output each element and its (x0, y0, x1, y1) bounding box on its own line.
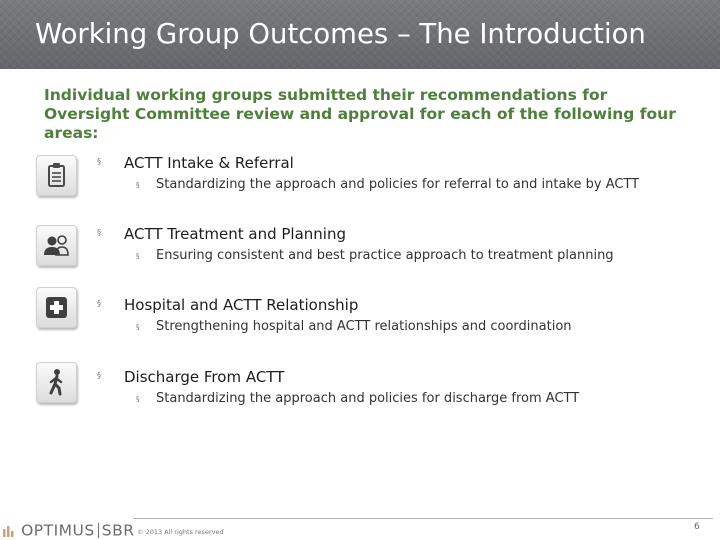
slide-header (0, 0, 720, 69)
people-icon (36, 225, 77, 266)
sub-bullet: § (136, 181, 140, 189)
footer-divider (133, 518, 713, 519)
sub-bullet: § (136, 395, 140, 403)
item-bullet: § (97, 157, 101, 166)
medical-cross-icon (36, 287, 77, 328)
copyright-notice: © 2013 All rights reserved (137, 528, 224, 536)
item-title-treatment-planning: ACTT Treatment and Planning (124, 225, 346, 243)
logo-text-right: SBR (101, 521, 135, 540)
item-detail-discharge: Standardizing the approach and policies for discharge from ACTT (156, 391, 580, 406)
sub-bullet: § (136, 323, 140, 331)
item-title-intake-referral: ACTT Intake & Referral (124, 154, 294, 172)
item-detail-intake-referral: Standardizing the approach and policies for referral to and intake by ACTT (156, 177, 640, 192)
item-bullet: § (97, 299, 101, 308)
item-bullet: § (97, 371, 101, 380)
item-detail-treatment-planning: Ensuring consistent and best practice approach to treatment planning (156, 248, 614, 263)
slide-title: Working Group Outcomes – The Introduction (35, 18, 646, 50)
logo-separator (98, 523, 99, 538)
sub-bullet: § (136, 252, 140, 260)
page-number: 6 (694, 522, 700, 532)
intro-text: Individual working groups submitted their recommendations for Oversight Committee review and approval for each of the following four areas: (44, 86, 676, 142)
logo-text-left: OPTIMUS (21, 521, 95, 540)
item-detail-hospital-relationship: Strengthening hospital and ACTT relationships and coordination (156, 319, 572, 334)
logo-mark-icon (2, 524, 16, 538)
walking-person-icon (36, 362, 77, 403)
item-title-discharge: Discharge From ACTT (124, 368, 285, 386)
item-title-hospital-relationship: Hospital and ACTT Relationship (124, 296, 359, 314)
company-logo (2, 520, 135, 540)
clipboard-icon (36, 155, 77, 196)
item-bullet: § (97, 228, 101, 237)
